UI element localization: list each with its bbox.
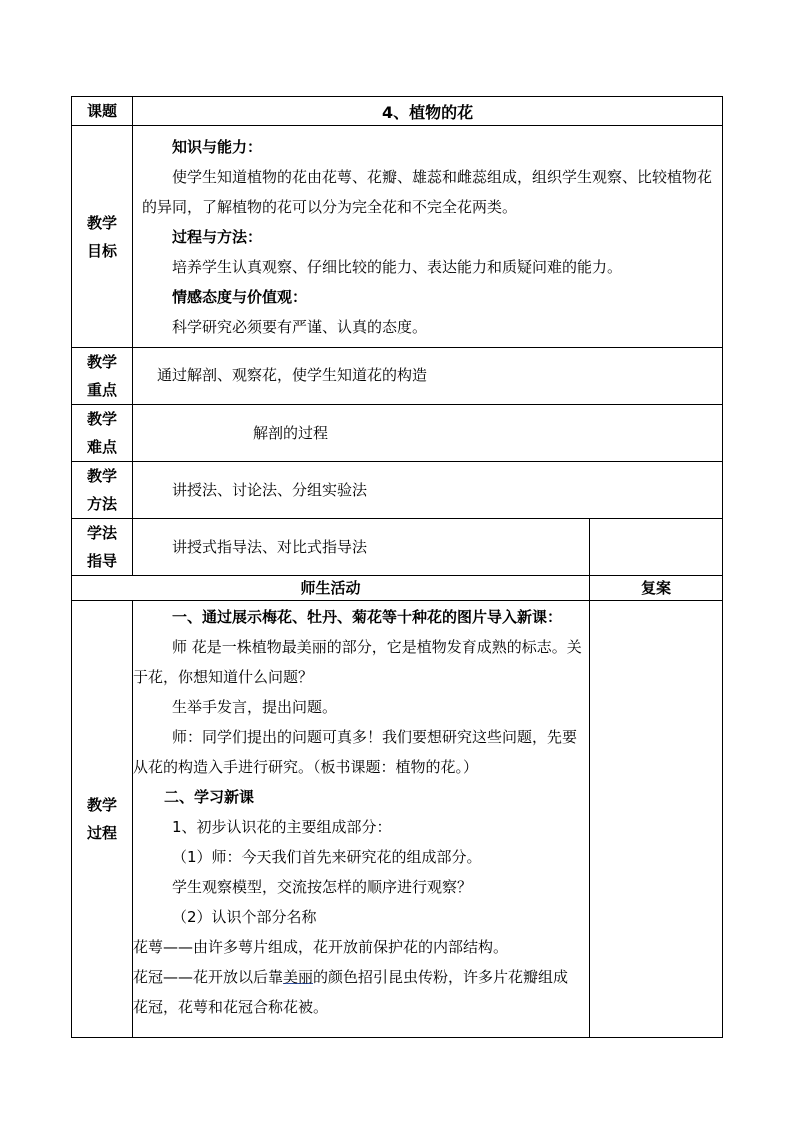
- method-label: 教学 方法: [72, 462, 133, 519]
- process-teacher-response: 师：同学们提出的问题可真多！我们要想研究这些问题，先要从花的构造入手进行研究。（板书课题：植物的花。）: [133, 728, 578, 776]
- process-notes-cell: [590, 601, 723, 1038]
- lesson-title: 4、植物的花: [133, 97, 723, 126]
- process-step-2: 二、学习新课: [164, 788, 255, 806]
- key-point-text: 通过解剖、观察花，使学生知道花的构造: [133, 348, 723, 405]
- objectives-content: [133, 126, 723, 348]
- difficulty-row: [72, 405, 723, 462]
- process-corolla: 花冠——花开放以后靠美丽的颜色招引昆虫传粉，许多片花瓣组成花冠，花萼和花冠合称花被。: [133, 968, 569, 1016]
- process-label: 教学 过程: [72, 601, 133, 1038]
- process-teacher-intro: 师 花是一株植物最美丽的部分，它是植物发育成熟的标志。关于花，你想知道什么问题？: [133, 638, 582, 686]
- process-method-heading: 过程与方法：: [172, 227, 263, 246]
- process-content: [133, 601, 590, 1038]
- difficulty-label: 教学 难点: [72, 405, 133, 462]
- knowledge-heading: 知识与能力：: [172, 137, 263, 156]
- notes-header: 复案: [590, 576, 723, 601]
- guidance-notes-cell: [590, 519, 723, 576]
- process-sub-1-1: （1）师：今天我们首先来研究花的组成部分。: [172, 848, 482, 866]
- guidance-label: 学法 指导: [72, 519, 133, 576]
- process-method-text: 培养学生认真观察、仔细比较的能力、表达能力和质疑问难的能力。: [172, 257, 623, 276]
- activity-header: 师生活动: [72, 576, 590, 601]
- process-sub-1-2: （2）认识个部分名称: [172, 908, 317, 926]
- difficulty-text: 解剖的过程: [133, 405, 723, 462]
- process-row: [72, 601, 723, 1038]
- objectives-label: 教学 目标: [72, 126, 133, 348]
- objectives-row: [72, 126, 723, 348]
- emotion-heading: 情感态度与价值观：: [172, 287, 308, 306]
- title-label: 课题: [72, 97, 133, 126]
- key-point-row: [72, 348, 723, 405]
- guidance-row: [72, 519, 723, 576]
- key-point-label: 教学 重点: [72, 348, 133, 405]
- title-row: [72, 97, 723, 126]
- emotion-text: 科学研究必须要有严谨、认真的态度。: [172, 317, 428, 336]
- process-students-ask: 生举手发言，提出问题。: [172, 698, 338, 716]
- guidance-text: 讲授式指导法、对比式指导法: [133, 519, 590, 576]
- activity-header-row: [72, 576, 723, 601]
- method-row: [72, 462, 723, 519]
- knowledge-text: 使学生知道植物的花由花萼、花瓣、雄蕊和雌蕊组成，组织学生观察、比较植物花的异同，了解植物的花可以分为完全花和不完全花两类。: [142, 167, 713, 216]
- lesson-plan-table: [71, 96, 723, 1038]
- process-observe: 学生观察模型，交流按怎样的顺序进行观察？: [172, 878, 473, 896]
- process-sub-1: 1、初步认识花的主要组成部分：: [172, 818, 392, 836]
- method-text: 讲授法、讨论法、分组实验法: [133, 462, 723, 519]
- process-calyx: 花萼——由许多萼片组成，花开放前保护花的内部结构。: [133, 938, 509, 956]
- process-step-1: 一、通过展示梅花、牡丹、菊花等十种花的图片导入新课：: [172, 608, 563, 626]
